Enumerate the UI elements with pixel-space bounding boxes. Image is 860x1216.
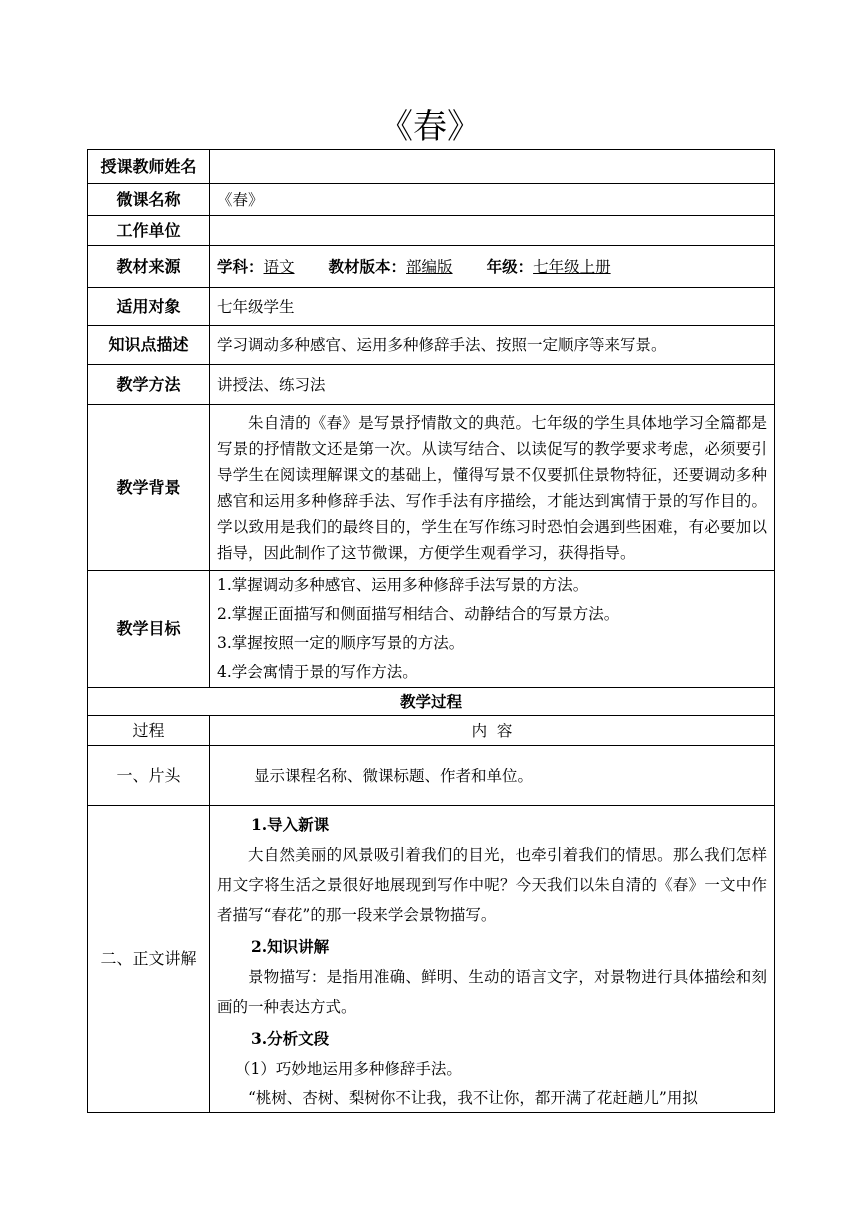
edition-label: 教材版本： — [328, 256, 407, 276]
row-opening — [88, 746, 775, 806]
section-intro-title: 1.导入新课 — [251, 815, 330, 834]
audience-value: 七年级学生 — [210, 288, 775, 326]
analysis-item: （1）巧妙地运用多种修辞手法。 — [235, 1060, 462, 1078]
row-work-unit — [88, 216, 775, 246]
teacher-value — [210, 150, 775, 184]
objectives-label: 教学目标 — [88, 571, 210, 688]
work-unit-value — [210, 216, 775, 246]
row-teacher — [88, 150, 775, 184]
edition-value: 部编版 — [406, 257, 453, 276]
knowledge-value: 学习调动多种感官、运用多种修辞手法、按照一定顺序等来写景。 — [210, 326, 775, 365]
objective-item: 2.掌握正面描写和侧面描写相结合、动静结合的写景方法。 — [217, 605, 620, 623]
section-intro-text: 大自然美丽的风景吸引着我们的目光，也牵引着我们的情思。那么我们怎样用文字将生活之景很好地展现到写作中呢？今天我们以朱自清的《春》一文中作者描写“春花”的那一段来学会景物描写。 — [217, 846, 767, 924]
row-process-columns — [88, 716, 775, 746]
process-heading: 教学过程 — [88, 688, 775, 716]
lesson-plan-table — [87, 149, 775, 1113]
objective-item: 4.学会寓情于景的写作方法。 — [217, 663, 418, 681]
row-audience — [88, 288, 775, 326]
opening-step: 一、片头 — [88, 746, 210, 806]
source-value — [210, 246, 775, 288]
grade-label: 年级： — [486, 256, 534, 276]
background-text: 朱自清的《春》是写景抒情散文的典范。七年级的学生具体地学习全篇都是写景的抒情散文还是第一次。从读写结合、以读促写的教学要求考虑，必须要引导学生在阅读理解课文的基础上，懂得写景不仅要抓住景物特征，还要调动多种感官和运用多种修辞手法、写作手法有序描绘，才能达到寓情于景的写作目的。学以致用是我们的最终目的，学生在写作练习时恐怕会遇到些困难，有必要加以指导，因此制作了这节微课，方便学生观看学习，获得指导。 — [217, 413, 767, 562]
source-label: 教材来源 — [88, 246, 210, 288]
process-content-header: 内 容 — [210, 716, 775, 746]
method-label: 教学方法 — [88, 365, 210, 405]
section-knowledge-title: 2.知识讲解 — [251, 937, 330, 956]
row-process-heading — [88, 688, 775, 716]
course-name-label: 微课名称 — [88, 184, 210, 216]
opening-content: 显示课程名称、微课标题、作者和单位。 — [210, 746, 775, 806]
row-method — [88, 365, 775, 405]
row-background — [88, 405, 775, 571]
objective-item: 3.掌握按照一定的顺序写景的方法。 — [217, 634, 465, 652]
audience-label: 适用对象 — [88, 288, 210, 326]
row-objectives — [88, 571, 775, 688]
method-value: 讲授法、练习法 — [210, 365, 775, 405]
subject-value: 语文 — [263, 257, 295, 276]
row-main-lecture — [88, 806, 775, 1113]
main-step: 二、正文讲解 — [88, 806, 210, 1113]
analysis-quote: “桃树、杏树、梨树你不让我，我不让你，都开满了花赶趟儿”用拟 — [248, 1089, 698, 1107]
row-course-name — [88, 184, 775, 216]
process-step-header: 过程 — [88, 716, 210, 746]
subject-label: 学科： — [217, 256, 264, 276]
objective-item: 1.掌握调动多种感官、运用多种修辞手法写景的方法。 — [217, 576, 589, 594]
work-unit-label: 工作单位 — [88, 216, 210, 246]
row-source — [88, 246, 775, 288]
section-analysis-title: 3.分析文段 — [251, 1029, 330, 1048]
grade-value: 七年级上册 — [533, 257, 611, 276]
teacher-label: 授课教师姓名 — [88, 150, 210, 184]
course-name-value: 《春》 — [210, 184, 775, 216]
document-title: 《春》 — [379, 107, 481, 147]
row-knowledge — [88, 326, 775, 365]
knowledge-label: 知识点描述 — [88, 326, 210, 365]
background-label: 教学背景 — [88, 405, 210, 571]
section-knowledge-text: 景物描写：是指用准确、鲜明、生动的语言文字，对景物进行具体描绘和刻画的一种表达方式。 — [217, 968, 767, 1016]
